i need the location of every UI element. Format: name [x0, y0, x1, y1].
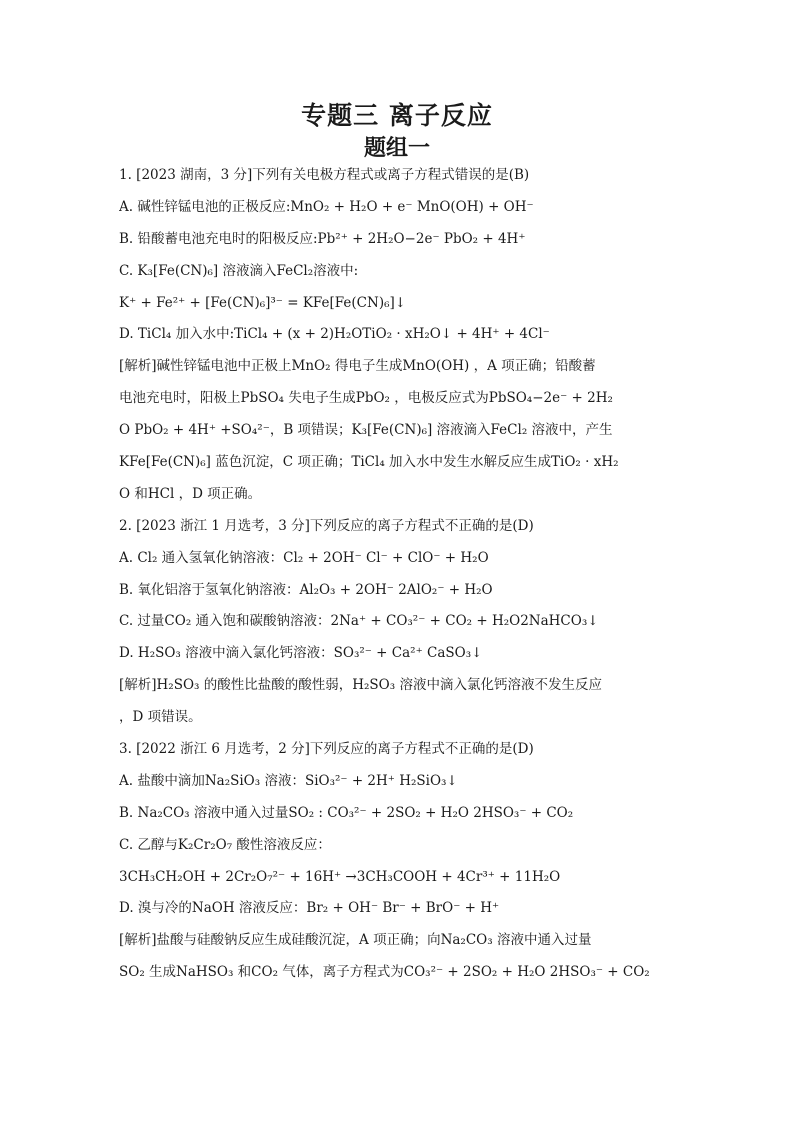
question-2-option-a: A. Cl₂ 通入氢氧化钠溶液：Cl₂ + 2OH⁻ Cl⁻ + ClO⁻ + H₂O — [119, 549, 489, 566]
question-2-solution-line: [解析]H₂SO₃ 的酸性比盐酸的酸性弱，H₂SO₃ 溶液中滴入氯化钙溶液不发生反应 — [119, 677, 602, 694]
question-1-option-d: D. TiCl₄ 加入水中:TiCl₄ + (x + 2)H₂OTiO₂ · xH₂O↓ + 4H⁺ + 4Cl⁻ — [119, 326, 550, 343]
question-3-option-d: D. 溴与冷的NaOH 溶液反应：Br₂ + OH⁻ Br⁻ + BrO⁻ + H⁺ — [119, 900, 500, 917]
question-1-solution-line: O 和HCl ，D 项正确。 — [119, 485, 262, 502]
question-3-option-a: A. 盐酸中滴加Na₂SiO₃ 溶液：SiO₃²⁻ + 2H⁺ H₂SiO₃↓ — [119, 772, 458, 789]
question-2-solution-line: ，D 项错误。 — [119, 709, 202, 726]
document-body — [119, 160, 679, 989]
question-1-option-a: A. 碱性锌锰电池的正极反应:MnO₂ + H₂O + e⁻ MnO(OH) + OH⁻ — [119, 198, 534, 215]
question-3-option-c-equation: 3CH₃CH₂OH + 2Cr₂O₇²⁻ + 16H⁺ →3CH₃COOH + 4Cr³⁺ + 11H₂O — [119, 868, 561, 885]
question-3-stem: 3. [2022 浙江 6 月选考，2 分]下列反应的离子方程式不正确的是(D) — [119, 741, 534, 758]
question-1-solution-line: 电池充电时，阳极上PbSO₄ 失电子生成PbO₂ ，电极反应式为PbSO₄−2e⁻ + 2H₂ — [119, 390, 613, 407]
question-1-stem: 1. [2023 湖南，3 分]下列有关电极方程式或离子方程式错误的是(B) — [119, 167, 530, 183]
page-subtitle: 题组一 — [363, 136, 430, 161]
question-1-option-c-equation: K⁺ + Fe²⁺ + [Fe(CN)₆]³⁻ = KFe[Fe(CN)₆]↓ — [119, 294, 407, 311]
question-1-option-b: B. 铅酸蓄电池充电时的阳极反应:Pb²⁺ + 2H₂O−2e⁻ PbO₂ + 4H⁺ — [119, 230, 526, 247]
question-1-solution-line: KFe[Fe(CN)₆] 蓝色沉淀，C 项正确；TiCl₄ 加入水中发生水解反应生成TiO₂ · xH₂ — [119, 454, 619, 471]
question-3-solution-line: [解析]盐酸与硅酸钠反应生成硅酸沉淀，A 项正确；向Na₂CO₃ 溶液中通入过量 — [119, 932, 592, 949]
question-3-option-c: C. 乙醇与K₂Cr₂O₇ 酸性溶液反应： — [119, 836, 331, 853]
question-1-option-c: C. K₃[Fe(CN)₆] 溶液滴入FeCl₂溶液中: — [119, 262, 359, 279]
question-2-option-c: C. 过量CO₂ 通入饱和碳酸钠溶液：2Na⁺ + CO₃²⁻ + CO₂ + H₂O2NaHCO₃↓ — [119, 613, 599, 630]
question-2-option-b: B. 氧化铝溶于氢氧化钠溶液：Al₂O₃ + 2OH⁻ 2AlO₂⁻ + H₂O — [119, 581, 493, 598]
question-2-option-d: D. H₂SO₃ 溶液中滴入氯化钙溶液：SO₃²⁻ + Ca²⁺ CaSO₃↓ — [119, 645, 483, 662]
question-3-option-b: B. Na₂CO₃ 溶液中通入过量SO₂ : CO₃²⁻ + 2SO₂ + H₂O 2HSO₃⁻ + CO₂ — [119, 804, 574, 821]
question-3-solution-line: SO₂ 生成NaHSO₃ 和CO₂ 气体，离子方程式为CO₃²⁻ + 2SO₂ + H₂O 2HSO₃⁻ + CO₂ — [119, 964, 650, 981]
question-1-solution-line: [解析]碱性锌锰电池中正极上MnO₂ 得电子生成MnO(OH) ，A 项正确；铅酸蓄 — [119, 358, 596, 375]
page-title: 专题三 离子反应 — [301, 101, 493, 130]
question-1-solution-line: O PbO₂ + 4H⁺ +SO₄²⁻，B 项错误；K₃[Fe(CN)₆] 溶液滴入FeCl₂ 溶液中，产生 — [119, 422, 613, 439]
question-2-stem: 2. [2023 浙江 1 月选考，3 分]下列反应的离子方程式不正确的是(D) — [119, 517, 534, 534]
